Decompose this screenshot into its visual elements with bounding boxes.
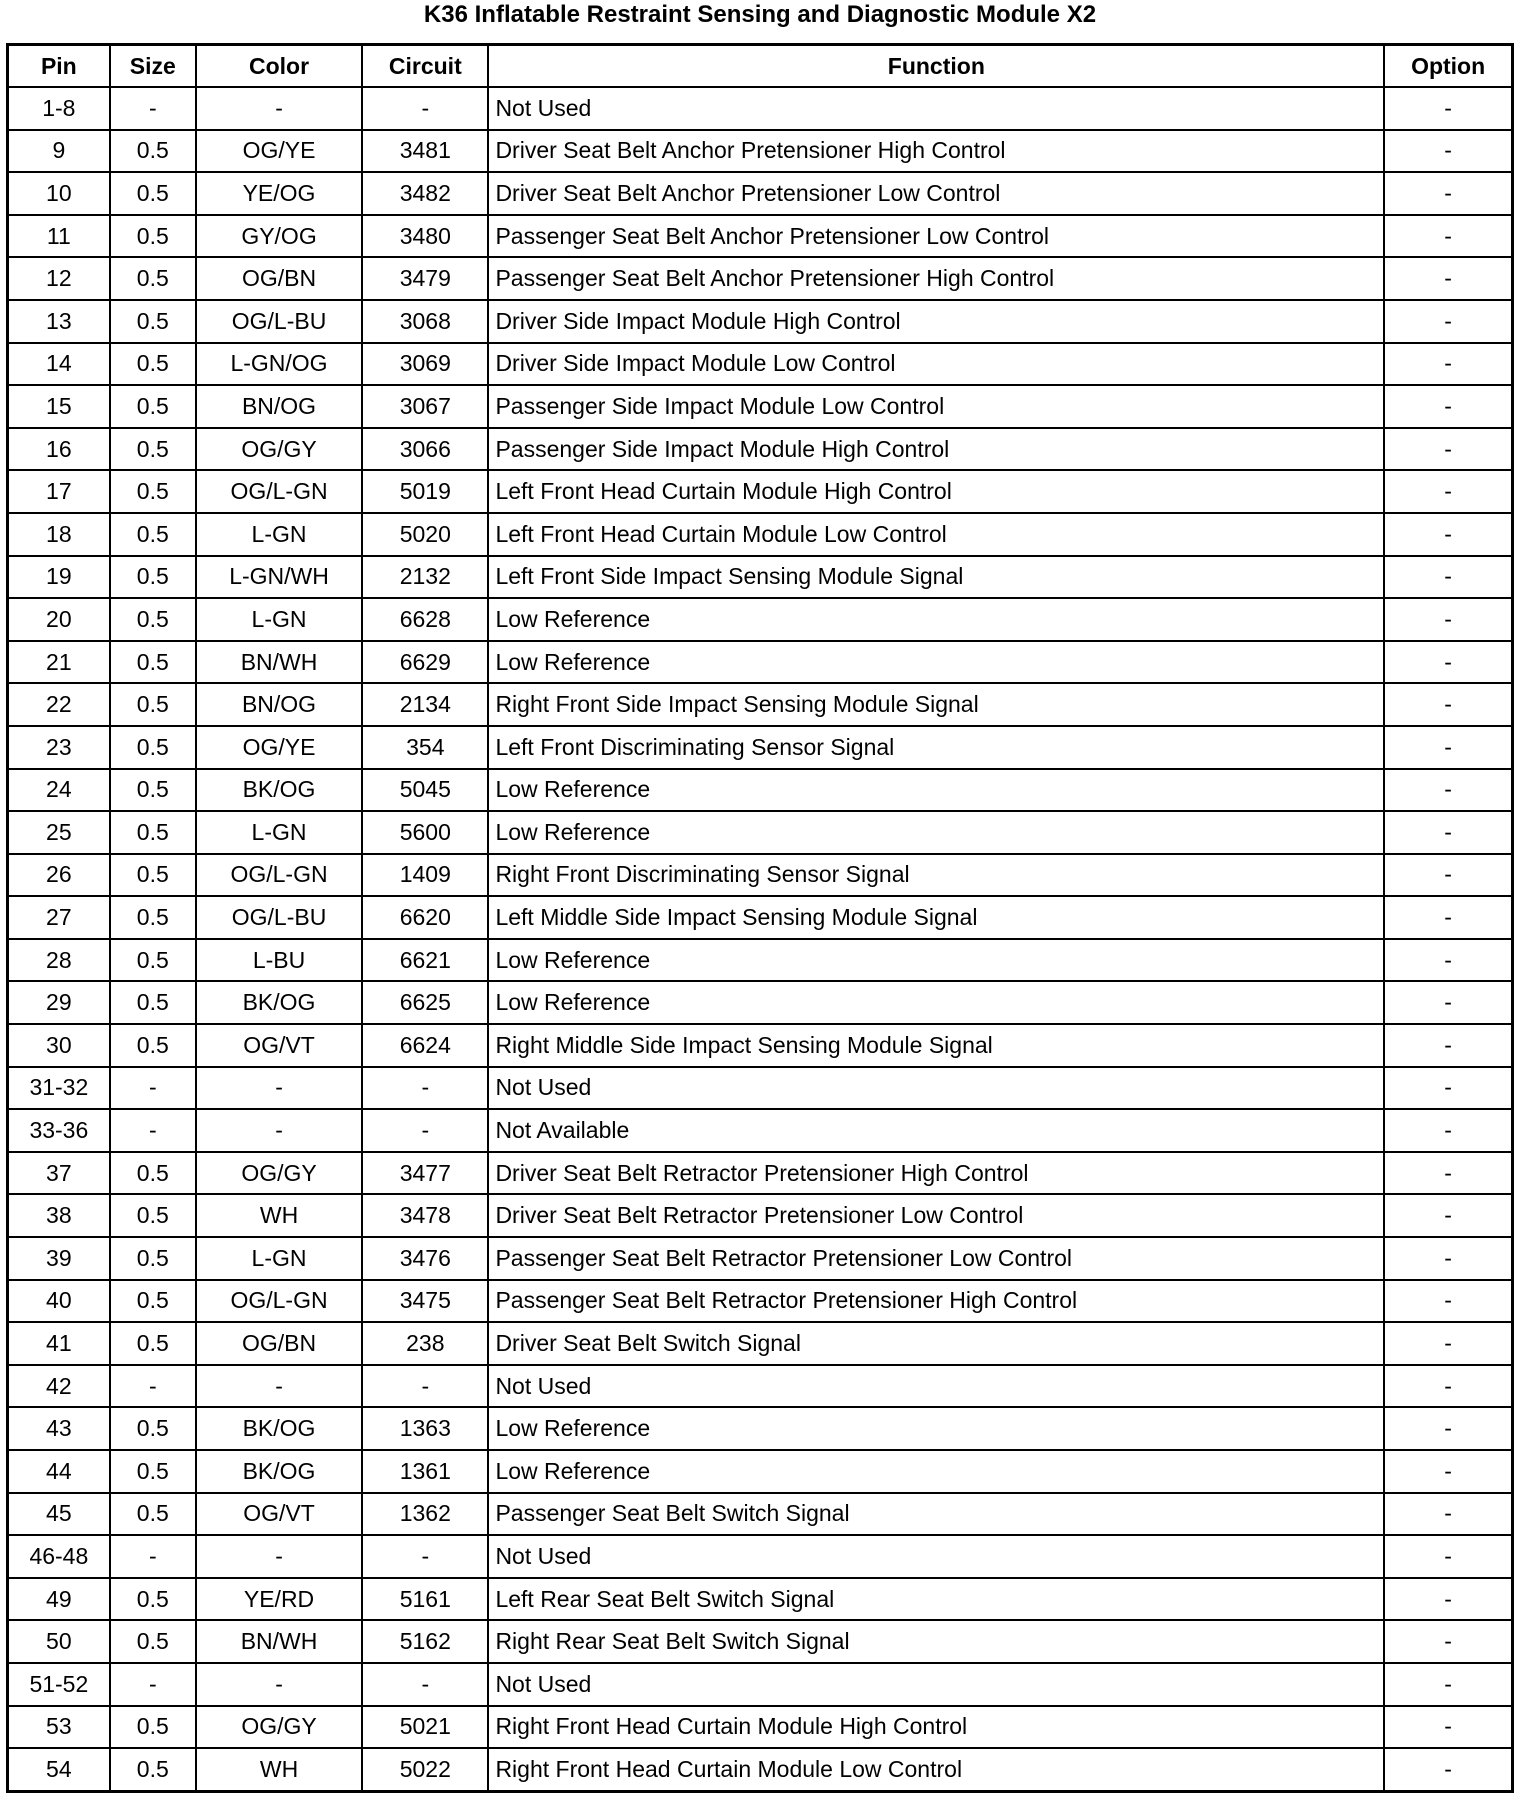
size-cell: - <box>110 1535 196 1578</box>
page-title: K36 Inflatable Restraint Sensing and Diagnostic Module X2 <box>423 1 1097 28</box>
option-cell: - <box>1384 1493 1512 1536</box>
pin-cell: 17 <box>8 470 110 513</box>
pin-cell: 9 <box>8 130 110 173</box>
size-cell: 0.5 <box>110 1322 196 1365</box>
option-cell: - <box>1384 598 1512 641</box>
function-cell: Passenger Seat Belt Anchor Pretensioner Low Control <box>488 215 1384 258</box>
function-cell: Left Front Head Curtain Module Low Control <box>488 513 1384 556</box>
circuit-cell: 3480 <box>362 215 488 258</box>
option-cell: - <box>1384 1194 1512 1237</box>
pin-cell: 40 <box>8 1280 110 1323</box>
circuit-cell: 6625 <box>362 981 488 1024</box>
function-cell: Passenger Seat Belt Switch Signal <box>488 1493 1384 1536</box>
color-cell: OG/GY <box>196 428 362 471</box>
pin-cell: 41 <box>8 1322 110 1365</box>
table-row <box>8 1024 1513 1067</box>
circuit-cell: 5021 <box>362 1706 488 1749</box>
option-cell: - <box>1384 1706 1512 1749</box>
function-cell: Low Reference <box>488 939 1384 982</box>
circuit-cell: 3066 <box>362 428 488 471</box>
pin-cell: 29 <box>8 981 110 1024</box>
size-cell: 0.5 <box>110 215 196 258</box>
color-cell: - <box>196 1365 362 1408</box>
function-cell: Left Front Head Curtain Module High Control <box>488 470 1384 513</box>
option-cell: - <box>1384 1237 1512 1280</box>
color-cell: L-BU <box>196 939 362 982</box>
color-cell: WH <box>196 1194 362 1237</box>
size-cell: 0.5 <box>110 896 196 939</box>
table-row <box>8 1407 1513 1450</box>
function-cell: Right Front Discriminating Sensor Signal <box>488 854 1384 897</box>
pin-cell: 54 <box>8 1748 110 1791</box>
table-row <box>8 1237 1513 1280</box>
function-cell: Right Front Head Curtain Module High Control <box>488 1706 1384 1749</box>
size-cell: 0.5 <box>110 641 196 684</box>
pin-cell: 44 <box>8 1450 110 1493</box>
pin-cell: 38 <box>8 1194 110 1237</box>
size-cell: 0.5 <box>110 683 196 726</box>
color-cell: OG/L-BU <box>196 300 362 343</box>
size-cell: 0.5 <box>110 300 196 343</box>
option-cell: - <box>1384 939 1512 982</box>
pin-cell: 30 <box>8 1024 110 1067</box>
header-function: Function <box>488 45 1384 88</box>
color-cell: BN/WH <box>196 1620 362 1663</box>
circuit-cell: - <box>362 1109 488 1152</box>
circuit-cell: 5600 <box>362 811 488 854</box>
table-row <box>8 87 1513 130</box>
size-cell: 0.5 <box>110 1024 196 1067</box>
function-cell: Low Reference <box>488 598 1384 641</box>
option-cell: - <box>1384 470 1512 513</box>
color-cell: YE/RD <box>196 1578 362 1621</box>
circuit-cell: 6620 <box>362 896 488 939</box>
table-row <box>8 1706 1513 1749</box>
table-row <box>8 343 1513 386</box>
option-cell: - <box>1384 87 1512 130</box>
color-cell: OG/VT <box>196 1024 362 1067</box>
table-row <box>8 939 1513 982</box>
function-cell: Driver Side Impact Module Low Control <box>488 343 1384 386</box>
pin-cell: 1-8 <box>8 87 110 130</box>
size-cell: 0.5 <box>110 1194 196 1237</box>
table-row <box>8 215 1513 258</box>
circuit-cell: 2134 <box>362 683 488 726</box>
color-cell: BK/OG <box>196 1450 362 1493</box>
table-row <box>8 896 1513 939</box>
color-cell: L-GN/OG <box>196 343 362 386</box>
color-cell: OG/L-BU <box>196 896 362 939</box>
option-cell: - <box>1384 896 1512 939</box>
pin-cell: 51-52 <box>8 1663 110 1706</box>
header-pin: Pin <box>8 45 110 88</box>
size-cell: 0.5 <box>110 257 196 300</box>
circuit-cell: 2132 <box>362 556 488 599</box>
table-row <box>8 726 1513 769</box>
option-cell: - <box>1384 385 1512 428</box>
table-row <box>8 172 1513 215</box>
circuit-cell: 5022 <box>362 1748 488 1791</box>
function-cell: Low Reference <box>488 1450 1384 1493</box>
pin-cell: 49 <box>8 1578 110 1621</box>
function-cell: Passenger Seat Belt Retractor Pretensioner High Control <box>488 1280 1384 1323</box>
size-cell: 0.5 <box>110 1450 196 1493</box>
pin-cell: 13 <box>8 300 110 343</box>
pin-cell: 16 <box>8 428 110 471</box>
table-row <box>8 556 1513 599</box>
size-cell: 0.5 <box>110 1152 196 1195</box>
table-row <box>8 513 1513 556</box>
circuit-cell: 3478 <box>362 1194 488 1237</box>
circuit-cell: 1409 <box>362 854 488 897</box>
pin-cell: 28 <box>8 939 110 982</box>
table-row <box>8 811 1513 854</box>
table-row <box>8 683 1513 726</box>
circuit-cell: - <box>362 1365 488 1408</box>
color-cell: WH <box>196 1748 362 1791</box>
option-cell: - <box>1384 1748 1512 1791</box>
header-circuit: Circuit <box>362 45 488 88</box>
size-cell: 0.5 <box>110 939 196 982</box>
color-cell: - <box>196 1067 362 1110</box>
table-row <box>8 1663 1513 1706</box>
pin-cell: 24 <box>8 769 110 812</box>
table-row <box>8 1365 1513 1408</box>
table-row <box>8 257 1513 300</box>
size-cell: 0.5 <box>110 130 196 173</box>
option-cell: - <box>1384 257 1512 300</box>
size-cell: 0.5 <box>110 513 196 556</box>
size-cell: 0.5 <box>110 1493 196 1536</box>
pin-cell: 43 <box>8 1407 110 1450</box>
size-cell: - <box>110 1109 196 1152</box>
option-cell: - <box>1384 1280 1512 1323</box>
circuit-cell: 5162 <box>362 1620 488 1663</box>
size-cell: 0.5 <box>110 343 196 386</box>
function-cell: Left Front Discriminating Sensor Signal <box>488 726 1384 769</box>
option-cell: - <box>1384 1365 1512 1408</box>
color-cell: OG/L-GN <box>196 470 362 513</box>
circuit-cell: 3476 <box>362 1237 488 1280</box>
table-row <box>8 1535 1513 1578</box>
table-row <box>8 854 1513 897</box>
circuit-cell: 354 <box>362 726 488 769</box>
option-cell: - <box>1384 215 1512 258</box>
color-cell: OG/GY <box>196 1152 362 1195</box>
pin-cell: 12 <box>8 257 110 300</box>
function-cell: Passenger Seat Belt Retractor Pretensioner Low Control <box>488 1237 1384 1280</box>
table-row <box>8 1109 1513 1152</box>
size-cell: 0.5 <box>110 1578 196 1621</box>
color-cell: BK/OG <box>196 1407 362 1450</box>
option-cell: - <box>1384 981 1512 1024</box>
function-cell: Low Reference <box>488 641 1384 684</box>
size-cell: 0.5 <box>110 981 196 1024</box>
option-cell: - <box>1384 1152 1512 1195</box>
circuit-cell: 3069 <box>362 343 488 386</box>
function-cell: Low Reference <box>488 769 1384 812</box>
table-row <box>8 1748 1513 1791</box>
color-cell: GY/OG <box>196 215 362 258</box>
pin-cell: 22 <box>8 683 110 726</box>
circuit-cell: 3481 <box>362 130 488 173</box>
size-cell: 0.5 <box>110 811 196 854</box>
table-row <box>8 981 1513 1024</box>
pin-cell: 27 <box>8 896 110 939</box>
pin-cell: 39 <box>8 1237 110 1280</box>
color-cell: OG/YE <box>196 130 362 173</box>
circuit-cell: 5045 <box>362 769 488 812</box>
pin-cell: 26 <box>8 854 110 897</box>
size-cell: - <box>110 1663 196 1706</box>
pin-cell: 23 <box>8 726 110 769</box>
option-cell: - <box>1384 428 1512 471</box>
color-cell: OG/VT <box>196 1493 362 1536</box>
color-cell: - <box>196 1663 362 1706</box>
table-row <box>8 598 1513 641</box>
table-row <box>8 428 1513 471</box>
function-cell: Left Middle Side Impact Sensing Module Signal <box>488 896 1384 939</box>
size-cell: 0.5 <box>110 556 196 599</box>
size-cell: 0.5 <box>110 172 196 215</box>
pin-cell: 33-36 <box>8 1109 110 1152</box>
function-cell: Not Available <box>488 1109 1384 1152</box>
option-cell: - <box>1384 513 1512 556</box>
color-cell: BN/OG <box>196 385 362 428</box>
option-cell: - <box>1384 811 1512 854</box>
circuit-cell: - <box>362 87 488 130</box>
circuit-cell: - <box>362 1535 488 1578</box>
table-row <box>8 385 1513 428</box>
circuit-cell: 1361 <box>362 1450 488 1493</box>
option-cell: - <box>1384 556 1512 599</box>
option-cell: - <box>1384 1663 1512 1706</box>
size-cell: 0.5 <box>110 1237 196 1280</box>
circuit-cell: 6629 <box>362 641 488 684</box>
color-cell: OG/BN <box>196 1322 362 1365</box>
pinout-table <box>6 43 1514 1793</box>
pin-cell: 15 <box>8 385 110 428</box>
table-header-row <box>8 45 1513 88</box>
table-row <box>8 1194 1513 1237</box>
color-cell: OG/L-GN <box>196 854 362 897</box>
color-cell: OG/BN <box>196 257 362 300</box>
table-row <box>8 1493 1513 1536</box>
header-size: Size <box>110 45 196 88</box>
table-row <box>8 1067 1513 1110</box>
function-cell: Low Reference <box>488 1407 1384 1450</box>
function-cell: Not Used <box>488 87 1384 130</box>
function-cell: Right Middle Side Impact Sensing Module Signal <box>488 1024 1384 1067</box>
table-row <box>8 130 1513 173</box>
option-cell: - <box>1384 1322 1512 1365</box>
size-cell: 0.5 <box>110 385 196 428</box>
option-cell: - <box>1384 1620 1512 1663</box>
size-cell: 0.5 <box>110 1620 196 1663</box>
circuit-cell: 5161 <box>362 1578 488 1621</box>
color-cell: BN/WH <box>196 641 362 684</box>
function-cell: Low Reference <box>488 981 1384 1024</box>
color-cell: BK/OG <box>196 769 362 812</box>
pin-cell: 37 <box>8 1152 110 1195</box>
option-cell: - <box>1384 641 1512 684</box>
option-cell: - <box>1384 300 1512 343</box>
function-cell: Driver Seat Belt Anchor Pretensioner Low Control <box>488 172 1384 215</box>
function-cell: Left Front Side Impact Sensing Module Signal <box>488 556 1384 599</box>
circuit-cell: 1362 <box>362 1493 488 1536</box>
table-row <box>8 1152 1513 1195</box>
color-cell: L-GN <box>196 513 362 556</box>
color-cell: BK/OG <box>196 981 362 1024</box>
function-cell: Driver Seat Belt Anchor Pretensioner High Control <box>488 130 1384 173</box>
option-cell: - <box>1384 769 1512 812</box>
pin-cell: 20 <box>8 598 110 641</box>
color-cell: OG/YE <box>196 726 362 769</box>
circuit-cell: 3479 <box>362 257 488 300</box>
function-cell: Driver Seat Belt Retractor Pretensioner Low Control <box>488 1194 1384 1237</box>
pin-cell: 53 <box>8 1706 110 1749</box>
color-cell: OG/GY <box>196 1706 362 1749</box>
size-cell: 0.5 <box>110 470 196 513</box>
option-cell: - <box>1384 172 1512 215</box>
function-cell: Low Reference <box>488 811 1384 854</box>
size-cell: 0.5 <box>110 1280 196 1323</box>
function-cell: Right Front Side Impact Sensing Module Signal <box>488 683 1384 726</box>
circuit-cell: 6621 <box>362 939 488 982</box>
pin-cell: 46-48 <box>8 1535 110 1578</box>
table-row <box>8 1280 1513 1323</box>
option-cell: - <box>1384 343 1512 386</box>
pin-cell: 21 <box>8 641 110 684</box>
table-row <box>8 1450 1513 1493</box>
circuit-cell: 238 <box>362 1322 488 1365</box>
size-cell: 0.5 <box>110 598 196 641</box>
circuit-cell: - <box>362 1067 488 1110</box>
option-cell: - <box>1384 1024 1512 1067</box>
color-cell: OG/L-GN <box>196 1280 362 1323</box>
function-cell: Driver Seat Belt Retractor Pretensioner High Control <box>488 1152 1384 1195</box>
color-cell: - <box>196 1535 362 1578</box>
size-cell: 0.5 <box>110 1748 196 1791</box>
color-cell: L-GN <box>196 598 362 641</box>
function-cell: Not Used <box>488 1663 1384 1706</box>
table-row <box>8 1578 1513 1621</box>
color-cell: L-GN <box>196 811 362 854</box>
option-cell: - <box>1384 726 1512 769</box>
pin-cell: 18 <box>8 513 110 556</box>
function-cell: Passenger Seat Belt Anchor Pretensioner High Control <box>488 257 1384 300</box>
pin-cell: 11 <box>8 215 110 258</box>
circuit-cell: 5020 <box>362 513 488 556</box>
function-cell: Driver Seat Belt Switch Signal <box>488 1322 1384 1365</box>
size-cell: 0.5 <box>110 1706 196 1749</box>
circuit-cell: 3068 <box>362 300 488 343</box>
option-cell: - <box>1384 1407 1512 1450</box>
pin-cell: 19 <box>8 556 110 599</box>
pin-cell: 25 <box>8 811 110 854</box>
circuit-cell: 3067 <box>362 385 488 428</box>
pin-cell: 14 <box>8 343 110 386</box>
function-cell: Driver Side Impact Module High Control <box>488 300 1384 343</box>
pin-cell: 42 <box>8 1365 110 1408</box>
function-cell: Not Used <box>488 1365 1384 1408</box>
size-cell: 0.5 <box>110 428 196 471</box>
size-cell: 0.5 <box>110 769 196 812</box>
option-cell: - <box>1384 130 1512 173</box>
option-cell: - <box>1384 1067 1512 1110</box>
option-cell: - <box>1384 1578 1512 1621</box>
function-cell: Left Rear Seat Belt Switch Signal <box>488 1578 1384 1621</box>
circuit-cell: 3477 <box>362 1152 488 1195</box>
table-row <box>8 769 1513 812</box>
function-cell: Not Used <box>488 1067 1384 1110</box>
size-cell: 0.5 <box>110 854 196 897</box>
color-cell: BN/OG <box>196 683 362 726</box>
option-cell: - <box>1384 1535 1512 1578</box>
table-row <box>8 641 1513 684</box>
table-row <box>8 470 1513 513</box>
pin-cell: 45 <box>8 1493 110 1536</box>
color-cell: - <box>196 87 362 130</box>
pin-cell: 50 <box>8 1620 110 1663</box>
pin-cell: 31-32 <box>8 1067 110 1110</box>
circuit-cell: - <box>362 1663 488 1706</box>
circuit-cell: 6628 <box>362 598 488 641</box>
function-cell: Not Used <box>488 1535 1384 1578</box>
header-color: Color <box>196 45 362 88</box>
color-cell: L-GN <box>196 1237 362 1280</box>
pin-cell: 10 <box>8 172 110 215</box>
table-row <box>8 1322 1513 1365</box>
function-cell: Right Rear Seat Belt Switch Signal <box>488 1620 1384 1663</box>
size-cell: 0.5 <box>110 726 196 769</box>
option-cell: - <box>1384 683 1512 726</box>
size-cell: - <box>110 1067 196 1110</box>
circuit-cell: 3475 <box>362 1280 488 1323</box>
color-cell: - <box>196 1109 362 1152</box>
size-cell: - <box>110 87 196 130</box>
option-cell: - <box>1384 1450 1512 1493</box>
function-cell: Passenger Side Impact Module High Control <box>488 428 1384 471</box>
table-row <box>8 1620 1513 1663</box>
circuit-cell: 1363 <box>362 1407 488 1450</box>
circuit-cell: 6624 <box>362 1024 488 1067</box>
header-option: Option <box>1384 45 1512 88</box>
size-cell: 0.5 <box>110 1407 196 1450</box>
circuit-cell: 5019 <box>362 470 488 513</box>
table-row <box>8 300 1513 343</box>
color-cell: YE/OG <box>196 172 362 215</box>
function-cell: Passenger Side Impact Module Low Control <box>488 385 1384 428</box>
circuit-cell: 3482 <box>362 172 488 215</box>
function-cell: Right Front Head Curtain Module Low Control <box>488 1748 1384 1791</box>
option-cell: - <box>1384 1109 1512 1152</box>
color-cell: L-GN/WH <box>196 556 362 599</box>
option-cell: - <box>1384 854 1512 897</box>
size-cell: - <box>110 1365 196 1408</box>
